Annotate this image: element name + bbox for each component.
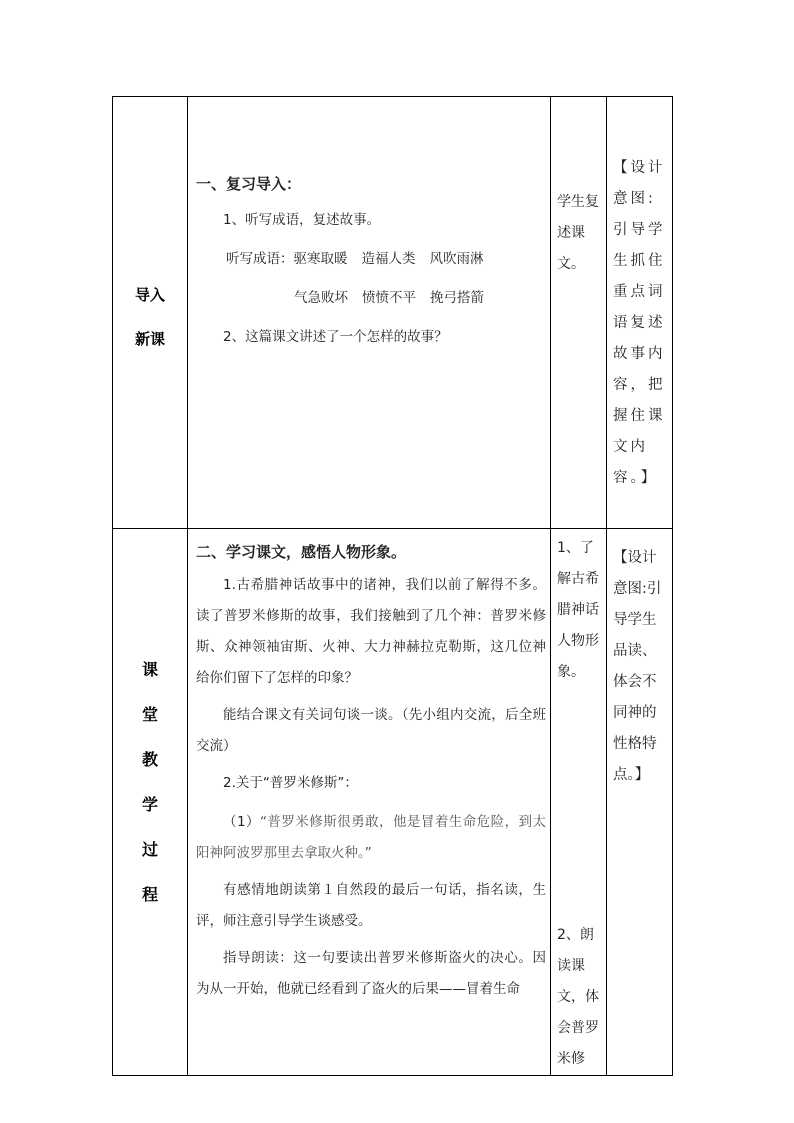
- design-intent-note: 【设计意图:引导学生品读、体会不同神的性格特点。】: [613, 550, 662, 783]
- dictation-label: 听写成语：: [226, 251, 294, 267]
- intro-heading: 一、复习导入：: [196, 175, 302, 193]
- label-line-2: 新课: [134, 330, 165, 348]
- intro-section-label-cell: [113, 97, 188, 529]
- section-label-intro: [113, 97, 187, 361]
- paragraph: 1.古希腊神话故事中的诸神，我们以前了解得不多。读了普罗米修斯的故事，我们接触到了几个神：普罗米修斯、众神领袖宙斯、火神、大力神赫拉克勒斯，这几位神给你们留下了怎样的印象？: [196, 577, 546, 686]
- label-char: 过: [141, 840, 158, 859]
- classroom-section-label-cell: [113, 529, 188, 1076]
- classroom-student-cell: [551, 529, 607, 1076]
- paragraph: 2.关于“普罗米修斯”：: [223, 775, 358, 791]
- intro-student-cell: [551, 97, 607, 529]
- intro-item-1: 1、听写成语，复述故事。: [223, 212, 381, 228]
- design-intent-note: 【设计意图:引导学生抓住重点词语复述故事内容，把握住课文内容。】: [613, 160, 666, 486]
- paragraph: 能结合课文有关词句谈一谈。（先小组内交流，后全班交流）: [196, 707, 546, 754]
- classroom-heading: 二、学习课文，感悟人物形象。: [196, 543, 407, 561]
- classroom-content-cell: [188, 529, 551, 1076]
- paragraph: 指导朗读：这一句要读出普罗米修斯盗火的决心。因为从一开始，他就已经看到了盗火的后果——冒着生命: [196, 950, 546, 997]
- item-number: （1）: [223, 814, 260, 830]
- idiom-word: 造福人类: [361, 251, 416, 267]
- label-char: 课: [141, 660, 158, 679]
- label-char: 堂: [141, 705, 158, 724]
- idiom-word: 气急败坏: [294, 290, 348, 306]
- paragraph: 有感情地朗读第１自然段的最后一句话，指名读，生评，师注意引导学生谈感受。: [196, 882, 546, 929]
- idiom-word: 挽弓搭箭: [430, 290, 484, 306]
- student-activity-1: 1、了解古希腊神话人物形象。: [557, 540, 599, 680]
- student-activity-line: 学生复: [557, 194, 599, 210]
- lesson-plan-table: [112, 96, 673, 1076]
- intro-design-cell: [607, 97, 673, 529]
- idiom-word: 风吹雨淋: [429, 251, 484, 267]
- section-label-classroom: [113, 529, 187, 917]
- intro-content-cell: [188, 97, 551, 529]
- label-line-1: 导入: [134, 286, 165, 304]
- idiom-row-2: [196, 287, 546, 309]
- intro-row: [113, 97, 673, 529]
- label-char: 学: [141, 795, 158, 814]
- label-char: 程: [141, 885, 158, 904]
- idiom-word: 愤愤不平: [362, 290, 416, 306]
- intro-item-2: 2、这篇课文讲述了一个怎样的故事？: [223, 329, 448, 345]
- student-activity-line: 述课文。: [557, 225, 585, 272]
- classroom-design-cell: [607, 529, 673, 1076]
- quote-paragraph: [196, 807, 546, 869]
- idiom-row-1: [196, 248, 546, 270]
- quoted-text: “普罗米修斯很勇敢，他是冒着生命危险，到太阳神阿波罗那里去拿取火种。”: [196, 814, 546, 861]
- student-activity-2: 2、朗读课文，体会普罗米修: [557, 927, 599, 1067]
- classroom-row: [113, 529, 673, 1076]
- label-char: 教: [141, 750, 158, 769]
- idiom-word: 驱寒取暖: [293, 251, 348, 267]
